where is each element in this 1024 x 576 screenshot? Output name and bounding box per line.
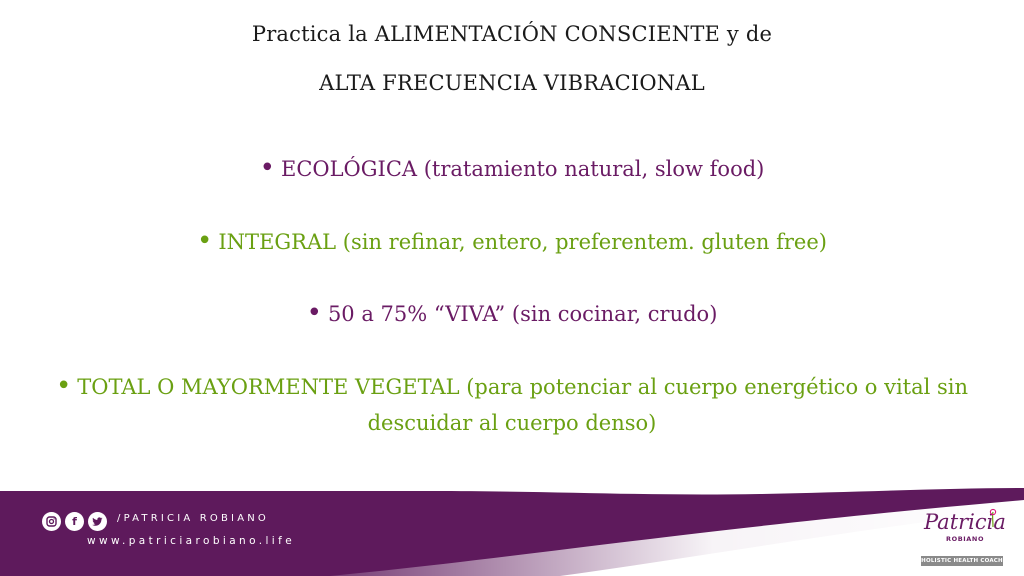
footer-band — [0, 488, 1024, 576]
slide-title-line-1: Practica la ALIMENTACIÓN CONSCIENTE y de — [251, 22, 773, 46]
brand-logo — [918, 508, 1004, 568]
instagram-icon[interactable] — [42, 512, 61, 531]
bullet-text: TOTAL O MAYORMENTE VEGETAL (para potenciar al cuerpo energético o vital sin descuidar al cuerpo denso) — [77, 375, 969, 435]
bullet-text: INTEGRAL (sin refinar, entero, preferentem. gluten free) — [218, 230, 827, 254]
slide-title-line-2: ALTA FRECUENCIA VIBRACIONAL — [319, 71, 705, 95]
bullet-marker: • — [197, 226, 213, 256]
bullet-marker: • — [55, 371, 72, 401]
bullet-viva — [30, 295, 994, 332]
bullet-vegetal — [30, 368, 994, 441]
footer-brand-line: /PATRICIA ROBIANO — [117, 513, 270, 524]
bullet-marker: • — [259, 153, 275, 183]
bullet-integral — [30, 223, 994, 260]
bullet-marker: • — [306, 298, 322, 328]
footer-website-link[interactable]: www.patriciarobiano.life — [87, 535, 296, 547]
facebook-icon[interactable] — [65, 512, 84, 531]
logo-surname: ROBIANO — [946, 535, 985, 543]
logo-script-name: Patricia — [924, 510, 1006, 534]
bullet-text: 50 a 75% “VIVA” (sin cocinar, crudo) — [327, 302, 718, 326]
flower-icon — [986, 508, 1000, 528]
bullet-text: ECOLÓGICA (tratamiento natural, slow food) — [280, 157, 765, 181]
twitter-icon[interactable] — [88, 512, 107, 531]
bullet-ecologica — [30, 150, 994, 187]
logo-tagline: HOLISTIC HEALTH COACH — [921, 558, 1003, 564]
facebook-glyph: f — [72, 515, 77, 528]
social-icons — [42, 512, 107, 531]
